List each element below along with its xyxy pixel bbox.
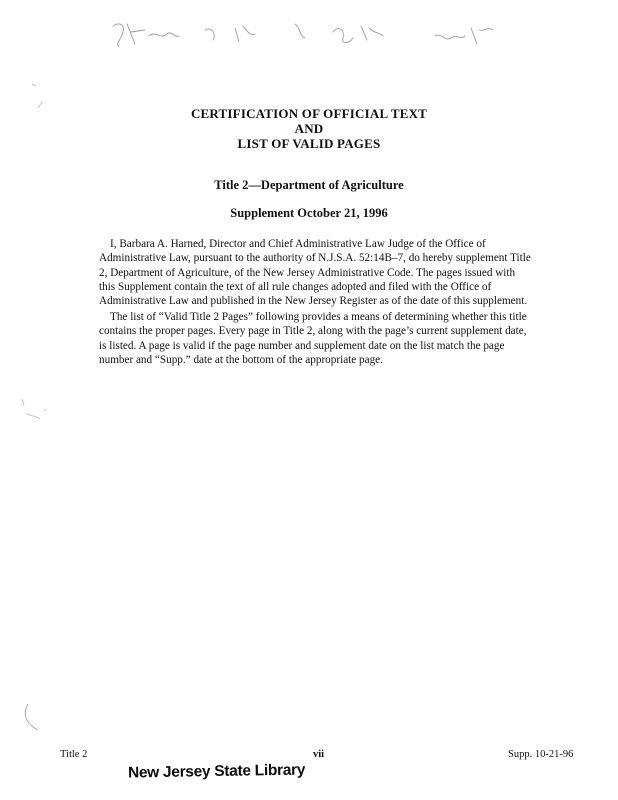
paragraph-valid-pages — [99, 310, 531, 367]
handwritten-notation — [105, 14, 505, 54]
supplement-heading: Supplement October 21, 1996 — [230, 206, 388, 220]
heading-line-1: CERTIFICATION OF OFFICIAL TEXT — [190, 106, 428, 121]
footer-supplement-date: Supp. 10-21-96 — [508, 749, 574, 760]
paragraph-text: The list of “Valid Title 2 Pages” following provides a means of determining whether this title contains the proper pages. Every page in Title 2, along with the page’s current supplement date, is listed. A page is valid if the page number and supplement date on the list match the page number and “Supp.” date at the bottom of the appropriate page. — [99, 311, 527, 366]
scan-smudge — [16, 395, 52, 425]
heading-line-3: LIST OF VALID PAGES — [237, 136, 381, 151]
footer-page-number: vii — [313, 749, 325, 760]
footer-title: Title 2 — [60, 749, 88, 760]
paragraph-certification — [99, 237, 531, 308]
title-heading: Title 2—Department of Agriculture — [214, 178, 404, 192]
certification-heading — [0, 106, 618, 151]
library-stamp: New Jersey State Library — [127, 761, 306, 782]
paragraph-text: I, Barbara A. Harned, Director and Chief Administrative Law Judge of the Office of Administrative Law, pursuant to the authority of N.J.S.A. 52:14B–7, do hereby supplement Title 2, Department of Agriculture, of the New Jersey Administrative Code. The pages issued with this Supplement contain the text of all rule changes adopted and filed with the Office of Administrative Law and published in the New Jersey Register as of the date of this supplement. — [99, 238, 531, 308]
heading-line-2: AND — [294, 121, 324, 136]
scan-smudge — [20, 700, 50, 734]
